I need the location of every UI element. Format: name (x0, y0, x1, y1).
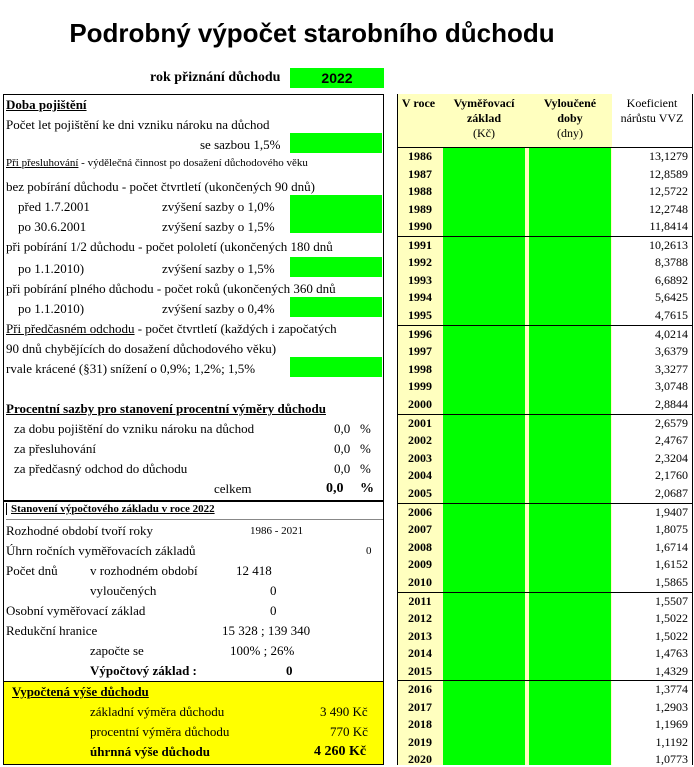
coef-cell: 1,5022 (655, 628, 688, 643)
full-pension-input[interactable] (290, 297, 382, 317)
header-excluded: Vyloučené doby (dny) (543, 96, 597, 140)
coef-cell: 2,6579 (655, 415, 688, 430)
year-cell: 1993 (408, 272, 432, 287)
excluded-days-value: 0 (270, 583, 277, 598)
year-cell: 2005 (408, 485, 432, 500)
year-cell: 2011 (408, 593, 432, 608)
decisive-period-value: 1986 - 2021 (250, 525, 304, 537)
coef-cell: 3,3277 (655, 361, 688, 376)
rate-row-label: za předčasný odchod do důchodu (14, 461, 188, 476)
page-title: Podrobný výpočet starobního důchodu (69, 18, 555, 48)
coef-cell: 6,6892 (655, 272, 688, 287)
base-section (3, 500, 384, 682)
coef-cell: 1,5865 (655, 574, 688, 589)
coef-cell: 1,6152 (655, 557, 688, 572)
insurance-years-label: Počet let pojištění ke dni vzniku nároku na důchod (6, 117, 270, 132)
coef-cell: 1,4329 (655, 663, 688, 678)
year-cell: 1990 (408, 219, 432, 233)
percent-amount-label: procentní výměra důchodu (90, 724, 230, 739)
year-cell: 1988 (408, 184, 432, 198)
year-cell: 2003 (408, 450, 432, 465)
half-pension-input[interactable] (290, 257, 382, 277)
result-section (3, 681, 384, 765)
coef-cell: 8,3788 (655, 255, 688, 270)
year-cell: 1999 (408, 379, 432, 394)
year-cell: 2010 (408, 574, 432, 589)
year-cell: 2015 (408, 663, 432, 678)
rate-row-value: 0,0 (334, 441, 351, 456)
no-pension-label: bez pobírání důchodu - počet čtvrtletí (ukončených 90 dnů) (6, 179, 316, 194)
quarters-input[interactable] (290, 195, 382, 233)
coef-cell: 1,3774 (655, 682, 688, 697)
coef-cell: 1,2903 (655, 699, 688, 714)
rate-row-value: 0,0 (334, 461, 351, 476)
coefficient-table (397, 94, 694, 765)
coef-cell: 1,4763 (655, 646, 688, 660)
coef-cell: 12,5722 (649, 184, 688, 198)
rate-row-label: za přesluhování (14, 441, 96, 456)
excluded-days-label: vyloučených (90, 583, 157, 598)
year-cell: 2016 (408, 682, 432, 697)
decisive-days-value: 12 418 (236, 563, 272, 578)
year-label: rok přiznání důchodu (150, 70, 281, 85)
percent-amount-value: 770 Kč (330, 724, 368, 739)
coef-cell: 3,6379 (655, 344, 688, 359)
base-heading: Stanovení výpočtového základu v roce 2022 (6, 503, 215, 515)
group-divider (397, 236, 693, 237)
increase-1-0-label: zvýšení sazby o 1,0% (162, 199, 275, 214)
half-pension-increase-label: zvýšení sazby o 1,5% (162, 261, 275, 276)
full-pension-after-label: po 1.1.2010) (18, 301, 85, 316)
increase-1-5-label: zvýšení sazby o 1,5% (162, 219, 275, 234)
group-divider (397, 325, 693, 326)
calc-base-value: 0 (286, 663, 293, 678)
year-cell: 2006 (408, 504, 432, 519)
days-count-label: Počet dnů (6, 563, 58, 578)
counted-value: 100% ; 26% (230, 643, 295, 658)
coef-cell: 3,0748 (655, 379, 688, 394)
coef-cell: 1,6714 (655, 539, 688, 554)
total-pension-value: 4 260 Kč (314, 744, 367, 759)
year-cell: 2002 (408, 433, 432, 448)
year-cell: 1994 (408, 290, 432, 305)
group-divider (397, 592, 693, 593)
year-cell: 2008 (408, 539, 432, 554)
coef-cell: 1,1969 (655, 717, 688, 732)
rate-row-value: 0,0 (334, 421, 351, 436)
insurance-years-input[interactable] (290, 133, 382, 153)
basic-amount-label: základní výměra důchodu (90, 704, 225, 719)
counted-label: započte se (90, 643, 144, 658)
year-cell: 1995 (408, 307, 432, 322)
sum-bases-label: Úhrn ročních vyměřovacích základů (6, 543, 196, 558)
percent-rates-heading: Procentní sazby pro stanovení procentní výměry důchodu (6, 401, 326, 416)
coef-cell: 2,0687 (655, 485, 688, 500)
sum-bases-value: 0 (366, 545, 372, 557)
rate-1-5-label: se sazbou 1,5% (200, 137, 281, 152)
total-label: celkem (214, 481, 252, 496)
coef-cell: 4,7615 (655, 307, 688, 322)
coef-cell: 1,5022 (655, 611, 688, 625)
year-cell: 2007 (408, 522, 432, 537)
year-cell: 2012 (408, 611, 432, 625)
decisive-period-label: Rozhodné období tvoří roky (6, 523, 153, 538)
coef-cell: 4,0214 (655, 326, 688, 341)
early-retirement-label: Při předčasném odchodu - počet čtvrtletí (každých i započatých (6, 321, 337, 336)
year-cell: 2020 (408, 752, 432, 767)
total-value: 0,0 (326, 481, 344, 496)
year-cell: 2014 (408, 646, 432, 660)
year-cell: 2001 (408, 415, 432, 430)
coef-cell: 1,9407 (655, 504, 688, 519)
before-2001-label: před 1.7.2001 (18, 199, 90, 214)
coef-cell: 1,8075 (655, 522, 688, 537)
coef-cell: 2,3204 (655, 450, 688, 465)
coef-cell: 1,1192 (655, 734, 688, 749)
rate-row-label: za dobu pojištění do vzniku nároku na důchod (14, 421, 255, 436)
coef-cell: 2,4767 (655, 433, 688, 448)
group-divider (397, 414, 693, 415)
year-cell: 2013 (408, 628, 432, 643)
rate-row-unit: % (360, 461, 371, 476)
coef-cell: 2,1760 (655, 468, 688, 483)
year-cell: 1996 (408, 326, 432, 341)
coef-cell: 11,8414 (649, 219, 688, 233)
total-unit: % (360, 481, 374, 496)
total-pension-label: úhrnná výše důchodu (90, 744, 210, 759)
year-cell: 2019 (408, 734, 432, 749)
year-cell: 2004 (408, 468, 432, 483)
header-coef: Koeficient nárůstu VVZ (620, 96, 684, 125)
coef-cell: 12,8589 (649, 166, 688, 181)
coef-cell: 12,2748 (649, 201, 688, 216)
year-cell: 1989 (408, 201, 432, 216)
year-cell: 1991 (408, 237, 432, 252)
year-cell: 1986 (408, 149, 432, 163)
year-cell: 2000 (408, 396, 432, 411)
full-pension-label: při pobírání plného důchodu - počet roků (ukončených 360 dnů (6, 281, 336, 296)
reduction-limit-label: Redukční hranice (6, 623, 98, 638)
basic-amount-value: 3 490 Kč (320, 704, 368, 719)
half-pension-label: při pobírání 1/2 důchodu - počet pololetí (ukončených 180 dnů (6, 239, 333, 254)
overtime-label: Při přesluhování - výdělečná činnost po dosažení důchodového věku (6, 157, 308, 169)
half-pension-after-label: po 1.1.2010) (18, 261, 85, 276)
year-cell: 1992 (408, 255, 432, 270)
year-cell: 2017 (408, 699, 432, 714)
year-cell: 1997 (408, 344, 432, 359)
coef-cell: 13,1279 (649, 149, 688, 163)
coef-cell: 1,5507 (655, 593, 688, 608)
coef-cell: 2,8844 (655, 396, 688, 411)
coef-cell: 5,6425 (655, 290, 688, 305)
header-year: V roce (401, 96, 436, 110)
year-cell: 2018 (408, 717, 432, 732)
year-cell: 1998 (408, 361, 432, 376)
calc-base-label: Výpočtový základ : (90, 663, 197, 678)
year-input[interactable]: 2022 (290, 68, 384, 88)
insurance-section (3, 94, 384, 502)
excluded-input-column[interactable] (529, 148, 611, 765)
base-input-column[interactable] (443, 148, 525, 765)
coef-cell: 1,0773 (655, 752, 688, 767)
decisive-days-label: v rozhodném období (90, 563, 198, 578)
permanent-reduction-label: rvale krácené (§31) snížení o 0,9%; 1,2%; 1,5% (6, 361, 256, 376)
result-heading: Vypočtená výše důchodu (12, 684, 149, 699)
early-retirement-line2: 90 dnů chybějících do dosažení důchodového věku) (6, 341, 277, 356)
header-base: Vyměřovací základ (Kč) (453, 96, 515, 140)
group-divider (397, 147, 693, 148)
rate-row-unit: % (360, 441, 371, 456)
full-pension-increase-label: zvýšení sazby o 0,4% (162, 301, 275, 316)
personal-base-value: 0 (270, 603, 277, 618)
early-retirement-input[interactable] (290, 357, 382, 377)
insurance-heading: Doba pojištění (6, 97, 87, 112)
after-2001-label: po 30.6.2001 (18, 219, 87, 234)
coef-cell: 10,2613 (649, 237, 688, 252)
reduction-limit-value: 15 328 ; 139 340 (222, 623, 311, 638)
personal-base-label: Osobní vyměřovací základ (6, 603, 146, 618)
group-divider (397, 503, 693, 504)
group-divider (397, 680, 693, 681)
year-cell: 2009 (408, 557, 432, 572)
rate-row-unit: % (360, 421, 371, 436)
year-cell: 1987 (408, 166, 432, 181)
